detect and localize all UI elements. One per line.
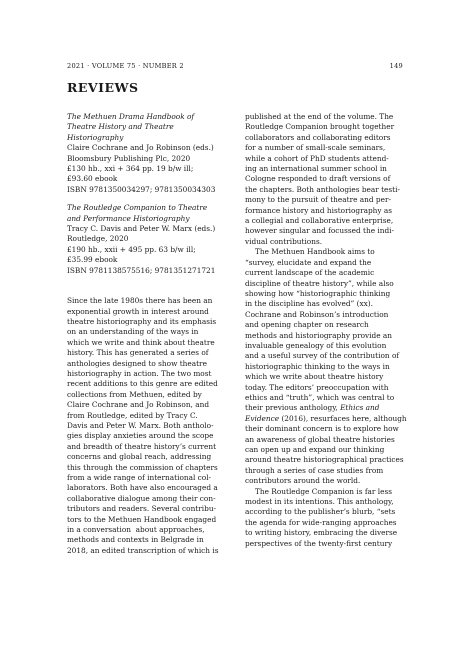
body-line: methods and contexts in Belgrade in <box>67 535 204 545</box>
book-price-hardback: £130 hb., xxi + 364 pp. 19 b/w ill; <box>67 164 194 174</box>
page-number: 149 <box>389 62 403 70</box>
running-head <box>67 62 403 70</box>
body-line: according to the publisher’s blurb, “sets <box>245 507 396 517</box>
body-line: historiography in action. The two most <box>67 368 212 378</box>
body-line: around theatre historiographical practices <box>245 455 404 465</box>
body-line: Davis and Peter W. Marx. Both antholo- <box>67 420 214 430</box>
body-line: 2018, an edited transcription of which is <box>67 545 219 555</box>
book-title-line: Historiography <box>67 132 124 142</box>
review-body-left <box>67 296 231 556</box>
review-body-right-para1 <box>245 112 406 247</box>
body-line: which we write about theatre history <box>245 372 384 382</box>
body-line: current landscape of the academic <box>245 268 375 278</box>
body-line: published at the end of the volume. The <box>245 112 394 121</box>
body-text: (2016), resurfaces here, although <box>279 413 407 423</box>
body-line: methods and historiography provide an <box>245 330 392 340</box>
body-line: contributors around the world. <box>245 476 361 486</box>
book-entry-methuen <box>67 112 231 195</box>
body-line: Since the late 1980s there has been an <box>67 296 213 306</box>
body-line: “survey, elucidate and expand the <box>245 257 372 267</box>
book-price-ebook: £35.99 ebook <box>67 255 118 265</box>
body-line: tributors and readers. Several contribu- <box>67 504 217 514</box>
body-line <box>245 403 406 413</box>
body-line: Cochrane and Robinson’s introduction <box>245 309 389 319</box>
book-editors: Tracy C. Davis and Peter W. Marx (eds.) <box>67 224 216 234</box>
body-line: collections from Methuen, edited by <box>67 389 202 399</box>
body-line: which we write and think about theatre <box>67 337 215 347</box>
body-line: ethics and “truth”, which was central to <box>245 392 395 402</box>
left-column <box>67 112 231 556</box>
section-title: REVIEWS <box>67 80 139 95</box>
body-line: and breadth of theatre history’s current <box>67 441 217 451</box>
book-title-line: The Methuen Drama Handbook of <box>67 112 195 121</box>
book-editors: Claire Cochrane and Jo Robinson (eds.) <box>67 143 214 153</box>
body-line: from a wide range of international col- <box>67 473 212 482</box>
review-body-right-para2 <box>245 247 406 486</box>
review-body-right-para3 <box>245 487 406 549</box>
body-line: today. The editors’ preoccupation with <box>245 382 389 392</box>
book-isbn: ISBN 9781138575516; 9781351271721 <box>67 265 216 275</box>
book-price-ebook: £93.60 ebook <box>67 174 118 184</box>
body-line: concerns and global reach, addressing <box>67 452 212 462</box>
body-line: historiographic thinking to the ways in <box>245 361 390 371</box>
body-line: while a cohort of PhD students attend- <box>245 153 389 163</box>
body-line: The Routledge Companion is far less <box>255 486 392 496</box>
book-publisher: Bloomsbury Publishing Plc, 2020 <box>67 153 191 163</box>
body-line: collaborators and collaborating editors <box>245 132 391 142</box>
body-line: for a number of small-scale seminars, <box>245 143 386 153</box>
body-line: Cologne responded to draft versions of <box>245 174 391 184</box>
body-line: modest in its intentions. This anthology, <box>245 497 394 507</box>
body-line: invaluable genealogy of this evolution <box>245 340 387 350</box>
body-line: to writing history, embracing the diverse <box>245 528 398 538</box>
body-line: discipline of theatre history”, while also <box>245 278 394 288</box>
body-line: the agenda for wide-ranging approaches <box>245 517 397 527</box>
body-line: and opening chapter on research <box>245 320 369 330</box>
body-line: from Routledge, edited by Tracy C. <box>67 410 198 420</box>
body-line: tors to the Methuen Handbook engaged <box>67 514 217 524</box>
book-title-line: Theatre History and Theatre <box>67 122 174 132</box>
book-title-line: The Routledge Companion to Theatre <box>67 203 208 213</box>
body-line: formance history and historiography as <box>245 205 393 215</box>
cited-title: Evidence <box>245 413 280 423</box>
body-line: collaborative dialogue among their con- <box>67 493 216 503</box>
body-line: their dominant concern is to explore how <box>245 424 399 434</box>
body-line: and a useful survey of the contribution of <box>245 351 400 361</box>
body-line: can open up and expand our thinking <box>245 445 385 454</box>
body-line: gies display anxieties around the scope <box>67 431 214 441</box>
body-line: Routledge Companion brought together <box>245 122 395 132</box>
book-price-hardback: £190 hb., xxii + 495 pp. 63 b/w ill; <box>67 244 196 254</box>
body-line: a collegial and collaborative enterprise, <box>245 216 394 226</box>
right-column <box>245 112 406 549</box>
body-line: through a series of case studies from <box>245 465 384 475</box>
body-line: in the discipline has evolved” (xx). <box>245 299 373 309</box>
body-line: ing an international summer school in <box>245 164 387 174</box>
body-line: recent additions to this genre are edited <box>67 379 218 389</box>
body-line: on an understanding of the ways in <box>67 327 199 337</box>
body-line: showing how “historiographic thinking <box>245 288 391 298</box>
body-line: in a conversation about approaches, <box>67 525 205 535</box>
body-line: perspectives of the twenty-first century <box>245 538 393 548</box>
book-publisher: Routledge, 2020 <box>67 234 129 244</box>
body-line: an awareness of global theatre histories <box>245 434 395 444</box>
body-line: theatre historiography and its emphasis <box>67 316 217 326</box>
body-line: anthologies designed to show theatre <box>67 358 207 368</box>
body-line <box>245 414 406 424</box>
body-line: Claire Cochrane and Jo Robinson, and <box>67 400 210 410</box>
body-line: The Methuen Handbook aims to <box>255 247 375 257</box>
body-line: laborators. Both have also encouraged a <box>67 483 218 493</box>
body-line: the chapters. Both anthologies bear testi- <box>245 184 400 194</box>
body-line: history. This has generated a series of <box>67 348 209 358</box>
body-line: vidual contributions. <box>245 236 323 246</box>
cited-title: Ethics and <box>340 403 380 413</box>
journal-volume-info: 2021 · VOLUME 75 · NUMBER 2 <box>67 62 184 70</box>
body-line: this through the commission of chapters <box>67 462 218 472</box>
body-line: mony to the pursuit of theatre and per- <box>245 195 391 205</box>
book-isbn: ISBN 9781350034297; 9781350034303 <box>67 184 216 194</box>
body-text: their previous anthology, <box>245 403 338 413</box>
body-line: exponential growth in interest around <box>67 306 209 316</box>
body-line: however singular and focussed the indi- <box>245 226 394 236</box>
book-title-line: and Performance Historiography <box>67 213 190 223</box>
book-entry-routledge <box>67 203 231 276</box>
